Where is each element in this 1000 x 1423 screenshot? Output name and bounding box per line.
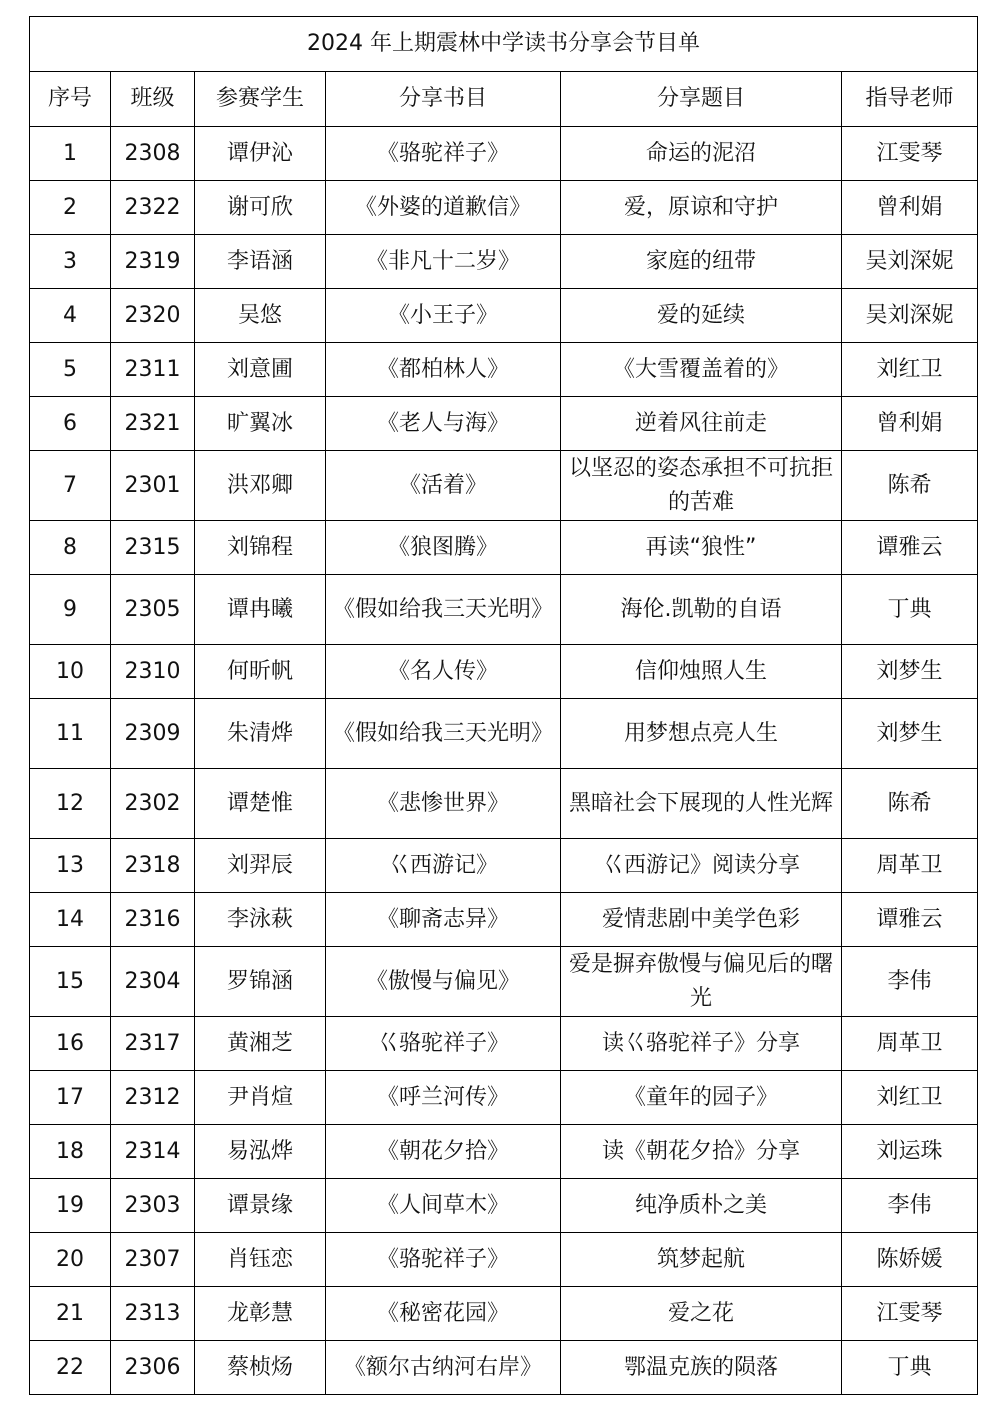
cell-teacher: 刘运珠 (842, 1125, 978, 1179)
table-row (30, 397, 978, 451)
cell-seq: 17 (30, 1071, 111, 1125)
table-row (30, 1179, 978, 1233)
cell-teacher: 刘梦生 (842, 645, 978, 699)
cell-teacher: 周革卫 (842, 839, 978, 893)
table-row (30, 645, 978, 699)
cell-class: 2308 (111, 127, 195, 181)
cell-class: 2311 (111, 343, 195, 397)
cell-student: 尹肖煊 (195, 1071, 326, 1125)
cell-class: 2301 (111, 451, 195, 521)
cell-teacher: 陈希 (842, 451, 978, 521)
table-row (30, 1125, 978, 1179)
header-book: 分享书目 (326, 72, 561, 127)
cell-teacher: 丁典 (842, 1341, 978, 1395)
table-row (30, 1071, 978, 1125)
cell-book: 《人间草木》 (326, 1179, 561, 1233)
cell-topic: 爱是摒弃傲慢与偏见后的曙光 (561, 947, 842, 1017)
cell-book: 《骆驼祥子》 (326, 1233, 561, 1287)
cell-student: 谢可欣 (195, 181, 326, 235)
cell-topic: 鄂温克族的陨落 (561, 1341, 842, 1395)
cell-class: 2303 (111, 1179, 195, 1233)
cell-topic: 家庭的纽带 (561, 235, 842, 289)
cell-class: 2319 (111, 235, 195, 289)
cell-seq: 9 (30, 575, 111, 645)
cell-seq: 1 (30, 127, 111, 181)
table-row (30, 1287, 978, 1341)
table-row (30, 947, 978, 1017)
cell-student: 龙彰慧 (195, 1287, 326, 1341)
cell-student: 李语涵 (195, 235, 326, 289)
cell-topic: 巜西游记》阅读分享 (561, 839, 842, 893)
cell-teacher: 李伟 (842, 1179, 978, 1233)
cell-student: 吴悠 (195, 289, 326, 343)
cell-student: 谭景缘 (195, 1179, 326, 1233)
header-seq: 序号 (30, 72, 111, 127)
cell-teacher: 李伟 (842, 947, 978, 1017)
table-row (30, 343, 978, 397)
cell-topic: 用梦想点亮人生 (561, 699, 842, 769)
cell-book: 《呼兰河传》 (326, 1071, 561, 1125)
table-row (30, 181, 978, 235)
cell-topic: 命运的泥沼 (561, 127, 842, 181)
cell-book: 《朝花夕拾》 (326, 1125, 561, 1179)
header-student: 参赛学生 (195, 72, 326, 127)
cell-student: 朱清烨 (195, 699, 326, 769)
cell-seq: 10 (30, 645, 111, 699)
table-row (30, 839, 978, 893)
table-row (30, 893, 978, 947)
cell-class: 2307 (111, 1233, 195, 1287)
cell-teacher: 周革卫 (842, 1017, 978, 1071)
cell-class: 2321 (111, 397, 195, 451)
cell-student: 肖钰恋 (195, 1233, 326, 1287)
cell-teacher: 江雯琴 (842, 127, 978, 181)
cell-class: 2317 (111, 1017, 195, 1071)
cell-student: 刘羿辰 (195, 839, 326, 893)
cell-class: 2318 (111, 839, 195, 893)
cell-teacher: 曾利娟 (842, 397, 978, 451)
cell-topic: 纯净质朴之美 (561, 1179, 842, 1233)
cell-topic: 读《朝花夕拾》分享 (561, 1125, 842, 1179)
cell-seq: 14 (30, 893, 111, 947)
cell-book: 《非凡十二岁》 (326, 235, 561, 289)
cell-teacher: 江雯琴 (842, 1287, 978, 1341)
cell-class: 2313 (111, 1287, 195, 1341)
cell-seq: 21 (30, 1287, 111, 1341)
cell-class: 2302 (111, 769, 195, 839)
table-row (30, 235, 978, 289)
header-class: 班级 (111, 72, 195, 127)
cell-seq: 16 (30, 1017, 111, 1071)
cell-student: 黄湘芝 (195, 1017, 326, 1071)
cell-book: 《都柏林人》 (326, 343, 561, 397)
table-row (30, 575, 978, 645)
cell-teacher: 谭雅云 (842, 893, 978, 947)
cell-student: 刘锦程 (195, 521, 326, 575)
cell-student: 谭伊沁 (195, 127, 326, 181)
cell-topic: 信仰烛照人生 (561, 645, 842, 699)
cell-teacher: 曾利娟 (842, 181, 978, 235)
cell-class: 2316 (111, 893, 195, 947)
cell-seq: 19 (30, 1179, 111, 1233)
cell-class: 2314 (111, 1125, 195, 1179)
cell-topic: 海伦.凯勒的自语 (561, 575, 842, 645)
program-table (29, 16, 978, 1395)
cell-book: 《傲慢与偏见》 (326, 947, 561, 1017)
cell-class: 2312 (111, 1071, 195, 1125)
cell-topic: 《大雪覆盖着的》 (561, 343, 842, 397)
cell-book: 《狼图腾》 (326, 521, 561, 575)
cell-seq: 15 (30, 947, 111, 1017)
cell-seq: 8 (30, 521, 111, 575)
cell-book: 《老人与海》 (326, 397, 561, 451)
table-row (30, 521, 978, 575)
header-row (30, 72, 978, 127)
cell-topic: 以坚忍的姿态承担不可抗拒的苦难 (561, 451, 842, 521)
cell-student: 旷翼冰 (195, 397, 326, 451)
cell-student: 洪邓卿 (195, 451, 326, 521)
cell-student: 刘意圃 (195, 343, 326, 397)
cell-student: 蔡桢炀 (195, 1341, 326, 1395)
cell-topic: 筑梦起航 (561, 1233, 842, 1287)
program-sheet (29, 16, 977, 1395)
cell-book: 《外婆的道歉信》 (326, 181, 561, 235)
cell-topic: 爱情悲剧中美学色彩 (561, 893, 842, 947)
title-row (30, 17, 978, 72)
cell-class: 2310 (111, 645, 195, 699)
cell-student: 何昕帆 (195, 645, 326, 699)
cell-class: 2304 (111, 947, 195, 1017)
cell-seq: 11 (30, 699, 111, 769)
cell-book: 《额尔古纳河右岸》 (326, 1341, 561, 1395)
cell-student: 谭楚惟 (195, 769, 326, 839)
cell-teacher: 刘红卫 (842, 343, 978, 397)
cell-teacher: 陈娇媛 (842, 1233, 978, 1287)
cell-class: 2305 (111, 575, 195, 645)
cell-seq: 12 (30, 769, 111, 839)
cell-book: 《假如给我三天光明》 (326, 699, 561, 769)
table-row (30, 1341, 978, 1395)
cell-student: 谭冉曦 (195, 575, 326, 645)
table-row (30, 1017, 978, 1071)
cell-student: 罗锦涵 (195, 947, 326, 1017)
cell-seq: 2 (30, 181, 111, 235)
cell-seq: 3 (30, 235, 111, 289)
cell-seq: 13 (30, 839, 111, 893)
cell-teacher: 刘红卫 (842, 1071, 978, 1125)
cell-book: 《名人传》 (326, 645, 561, 699)
cell-seq: 7 (30, 451, 111, 521)
cell-topic: 逆着风往前走 (561, 397, 842, 451)
cell-class: 2306 (111, 1341, 195, 1395)
cell-class: 2309 (111, 699, 195, 769)
cell-topic: 爱之花 (561, 1287, 842, 1341)
cell-book: 巜骆驼祥子》 (326, 1017, 561, 1071)
cell-teacher: 陈希 (842, 769, 978, 839)
cell-book: 《小王子》 (326, 289, 561, 343)
table-row (30, 451, 978, 521)
table-row (30, 769, 978, 839)
cell-student: 李泳萩 (195, 893, 326, 947)
cell-seq: 6 (30, 397, 111, 451)
cell-class: 2322 (111, 181, 195, 235)
cell-book: 《假如给我三天光明》 (326, 575, 561, 645)
cell-seq: 4 (30, 289, 111, 343)
cell-topic: 爱的延续 (561, 289, 842, 343)
cell-topic: 《童年的园子》 (561, 1071, 842, 1125)
cell-topic: 黑暗社会下展现的人性光辉 (561, 769, 842, 839)
cell-teacher: 谭雅云 (842, 521, 978, 575)
table-title: 2024 年上期震林中学读书分享会节目单 (30, 17, 978, 72)
cell-class: 2315 (111, 521, 195, 575)
cell-book: 《骆驼祥子》 (326, 127, 561, 181)
cell-class: 2320 (111, 289, 195, 343)
table-row (30, 1233, 978, 1287)
cell-topic: 再读“狼性” (561, 521, 842, 575)
cell-teacher: 吴刘深妮 (842, 289, 978, 343)
cell-seq: 5 (30, 343, 111, 397)
cell-book: 巜西游记》 (326, 839, 561, 893)
table-row (30, 289, 978, 343)
cell-topic: 读巜骆驼祥子》分享 (561, 1017, 842, 1071)
cell-seq: 20 (30, 1233, 111, 1287)
cell-book: 《聊斋志异》 (326, 893, 561, 947)
table-row (30, 127, 978, 181)
cell-student: 易泓烨 (195, 1125, 326, 1179)
cell-seq: 22 (30, 1341, 111, 1395)
cell-teacher: 丁典 (842, 575, 978, 645)
cell-book: 《秘密花园》 (326, 1287, 561, 1341)
cell-teacher: 刘梦生 (842, 699, 978, 769)
cell-book: 《悲惨世界》 (326, 769, 561, 839)
header-teacher: 指导老师 (842, 72, 978, 127)
table-row (30, 699, 978, 769)
cell-topic: 爱，原谅和守护 (561, 181, 842, 235)
cell-teacher: 吴刘深妮 (842, 235, 978, 289)
cell-seq: 18 (30, 1125, 111, 1179)
cell-book: 《活着》 (326, 451, 561, 521)
header-topic: 分享题目 (561, 72, 842, 127)
